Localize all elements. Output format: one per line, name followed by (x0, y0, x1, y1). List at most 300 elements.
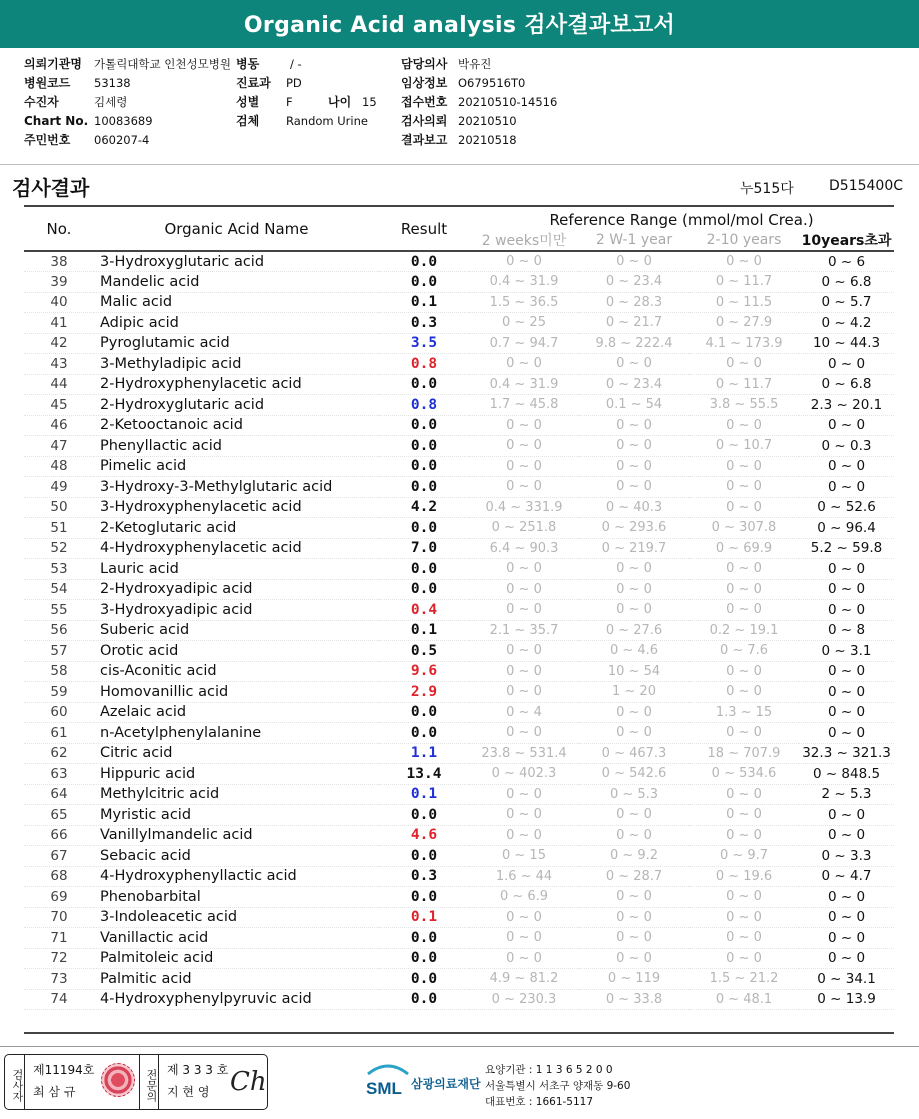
row-number: 52 (24, 538, 94, 559)
row-number: 70 (24, 907, 94, 928)
acid-name: Hippuric acid (94, 764, 379, 785)
table-row (24, 661, 894, 682)
ref-2-10y: 0 ~ 0 (689, 251, 799, 272)
table-row (24, 805, 894, 826)
row-number: 46 (24, 415, 94, 436)
acid-name: 4-Hydroxyphenylpyruvic acid (94, 989, 379, 1010)
ref-2w-1y: 0 ~ 0 (579, 559, 689, 580)
result-value: 0.0 (379, 374, 469, 395)
specialist-name: 지 현 영 (167, 1085, 210, 1099)
ref-2w-1y: 0 ~ 0 (579, 579, 689, 600)
ref-2weeks: 0 ~ 0 (469, 928, 579, 949)
clinical-label: 임상정보 (401, 76, 448, 90)
ref-2weeks: 0 ~ 0 (469, 805, 579, 826)
table-row (24, 272, 894, 293)
acid-name: Azelaic acid (94, 702, 379, 723)
ref-2-10y: 0 ~ 0 (689, 825, 799, 846)
result-value: 4.2 (379, 497, 469, 518)
ref-2-10y: 0 ~ 11.7 (689, 374, 799, 395)
row-number: 39 (24, 272, 94, 293)
hospital-code-value: 53138 (94, 76, 131, 90)
institution-label: 의뢰기관명 (24, 57, 82, 71)
table-row (24, 825, 894, 846)
age-label: 나이 (328, 95, 352, 109)
row-number: 47 (24, 436, 94, 457)
ref-2w-1y: 10 ~ 54 (579, 661, 689, 682)
ref-2-10y: 0 ~ 0 (689, 907, 799, 928)
ref-2weeks: 0.7 ~ 94.7 (469, 333, 579, 354)
ref-over-10y: 0 ~ 0 (799, 928, 894, 949)
ref-2weeks: 0.4 ~ 31.9 (469, 272, 579, 293)
ref-2-10y: 0 ~ 0 (689, 497, 799, 518)
ref-over-10y: 0 ~ 848.5 (799, 764, 894, 785)
result-value: 0.4 (379, 600, 469, 621)
result-value: 0.0 (379, 415, 469, 436)
result-value: 2.9 (379, 682, 469, 703)
row-number: 44 (24, 374, 94, 395)
row-number: 63 (24, 764, 94, 785)
ref-over-10y: 0 ~ 6 (799, 251, 894, 272)
org-phone-line: 대표번호 : 1661-5117 (485, 1096, 594, 1108)
acid-name: 2-Ketoglutaric acid (94, 518, 379, 539)
acid-name: Myristic acid (94, 805, 379, 826)
ref-2w-1y: 0 ~ 542.6 (579, 764, 689, 785)
ref-2w-1y: 0 ~ 0 (579, 251, 689, 272)
ref-2-10y: 0 ~ 0 (689, 477, 799, 498)
table-row (24, 600, 894, 621)
ward-value: / - (290, 57, 302, 71)
ref-2weeks: 23.8 ~ 531.4 (469, 743, 579, 764)
row-number: 48 (24, 456, 94, 477)
examiner-name: 최 삼 규 (33, 1085, 76, 1099)
ref-2weeks: 0 ~ 0 (469, 600, 579, 621)
patient-label: 수진자 (24, 95, 59, 109)
result-value: 1.1 (379, 743, 469, 764)
acid-name: Mandelic acid (94, 272, 379, 293)
examiner-vertical-label: 검사자 (5, 1055, 25, 1109)
table-row (24, 477, 894, 498)
result-value: 0.0 (379, 969, 469, 990)
ref-2w-1y: 0 ~ 0 (579, 456, 689, 477)
col-ref-header: Reference Range (mmol/mol Crea.) (469, 206, 894, 229)
sex-value: F (286, 95, 293, 109)
row-number: 43 (24, 354, 94, 375)
ref-col-1-header: 2 weeks미만 (469, 229, 579, 251)
ref-2w-1y: 0 ~ 28.7 (579, 866, 689, 887)
result-value: 0.0 (379, 436, 469, 457)
ref-2weeks: 0 ~ 0 (469, 477, 579, 498)
foundation-info (485, 1062, 630, 1110)
ref-2w-1y: 0 ~ 0 (579, 887, 689, 908)
ref-2weeks: 0 ~ 0 (469, 559, 579, 580)
row-number: 60 (24, 702, 94, 723)
ref-2w-1y: 0 ~ 40.3 (579, 497, 689, 518)
ref-2weeks: 1.5 ~ 36.5 (469, 292, 579, 313)
id-value: 060207-4 (94, 133, 150, 147)
table-row (24, 723, 894, 744)
ref-2w-1y: 0 ~ 0 (579, 723, 689, 744)
table-row (24, 374, 894, 395)
acid-name: 2-Hydroxyglutaric acid (94, 395, 379, 416)
acid-name: Phenobarbital (94, 887, 379, 908)
table-row (24, 518, 894, 539)
ref-2weeks: 0 ~ 0 (469, 907, 579, 928)
ref-2weeks: 0 ~ 251.8 (469, 518, 579, 539)
row-number: 55 (24, 600, 94, 621)
acid-name: 3-Indoleacetic acid (94, 907, 379, 928)
result-value: 0.3 (379, 866, 469, 887)
ref-2-10y: 0 ~ 0 (689, 805, 799, 826)
table-row (24, 292, 894, 313)
ref-2-10y: 0 ~ 48.1 (689, 989, 799, 1010)
ref-2weeks: 1.7 ~ 45.8 (469, 395, 579, 416)
org-code-line: 요양기관 : 1 1 3 6 5 2 0 0 (485, 1064, 613, 1076)
ref-over-10y: 0 ~ 0.3 (799, 436, 894, 457)
table-row (24, 969, 894, 990)
ref-over-10y: 0 ~ 13.9 (799, 989, 894, 1010)
table-row (24, 928, 894, 949)
result-value: 0.0 (379, 928, 469, 949)
ref-2-10y: 0 ~ 0 (689, 948, 799, 969)
col-result-header: Result (379, 206, 469, 251)
ref-2-10y: 0 ~ 27.9 (689, 313, 799, 334)
ref-2-10y: 0 ~ 0 (689, 600, 799, 621)
acid-name: Suberic acid (94, 620, 379, 641)
ref-2weeks: 0 ~ 0 (469, 784, 579, 805)
dept-value: PD (286, 76, 302, 90)
ref-2weeks: 0 ~ 0 (469, 825, 579, 846)
ref-2w-1y: 0 ~ 23.4 (579, 272, 689, 293)
ref-2weeks: 0 ~ 4 (469, 702, 579, 723)
row-number: 40 (24, 292, 94, 313)
ref-2w-1y: 0 ~ 0 (579, 948, 689, 969)
row-number: 41 (24, 313, 94, 334)
ref-2w-1y: 9.8 ~ 222.4 (579, 333, 689, 354)
result-value: 4.6 (379, 825, 469, 846)
acid-name: Citric acid (94, 743, 379, 764)
table-row (24, 702, 894, 723)
acid-name: 2-Hydroxyadipic acid (94, 579, 379, 600)
ref-over-10y: 0 ~ 0 (799, 661, 894, 682)
ref-2-10y: 0 ~ 0 (689, 887, 799, 908)
report-title: Organic Acid analysis 검사결과보고서 (0, 0, 919, 48)
org-name: 삼광의료재단 (411, 1077, 481, 1091)
acid-name: Pimelic acid (94, 456, 379, 477)
table-row (24, 784, 894, 805)
acid-name: 3-Hydroxy-3-Methylglutaric acid (94, 477, 379, 498)
table-row (24, 436, 894, 457)
table-row (24, 313, 894, 334)
result-value: 0.0 (379, 702, 469, 723)
result-value: 0.5 (379, 641, 469, 662)
acid-name: Homovanillic acid (94, 682, 379, 703)
result-value: 9.6 (379, 661, 469, 682)
row-number: 42 (24, 333, 94, 354)
ref-2weeks: 6.4 ~ 90.3 (469, 538, 579, 559)
institution-value: 가톨릭대학교 인천성모병원 (94, 57, 231, 71)
official-seal-icon (101, 1063, 135, 1097)
ref-2w-1y: 0 ~ 23.4 (579, 374, 689, 395)
row-number: 62 (24, 743, 94, 764)
info-col-2 (236, 55, 377, 131)
ref-2-10y: 0 ~ 7.6 (689, 641, 799, 662)
ref-over-10y: 0 ~ 3.1 (799, 641, 894, 662)
table-row (24, 354, 894, 375)
acid-name: Lauric acid (94, 559, 379, 580)
acid-name: cis-Aconitic acid (94, 661, 379, 682)
ref-2w-1y: 0 ~ 0 (579, 805, 689, 826)
result-value: 0.0 (379, 846, 469, 867)
ref-2weeks: 0 ~ 0 (469, 436, 579, 457)
ref-2w-1y: 0 ~ 0 (579, 600, 689, 621)
doctor-value: 박유진 (458, 57, 492, 71)
patient-value: 김세령 (94, 95, 128, 109)
result-value: 0.0 (379, 579, 469, 600)
table-row (24, 497, 894, 518)
table-row (24, 846, 894, 867)
ref-2weeks: 0 ~ 6.9 (469, 887, 579, 908)
report-date-value: 20210518 (458, 133, 517, 147)
ref-2w-1y: 0 ~ 9.2 (579, 846, 689, 867)
result-value: 0.1 (379, 292, 469, 313)
header-divider (0, 164, 919, 165)
hospital-code-label: 병원코드 (24, 76, 71, 90)
acid-name: Vanillylmandelic acid (94, 825, 379, 846)
ref-2-10y: 1.5 ~ 21.2 (689, 969, 799, 990)
row-number: 68 (24, 866, 94, 887)
ref-2w-1y: 0 ~ 219.7 (579, 538, 689, 559)
ref-2weeks: 0 ~ 0 (469, 661, 579, 682)
table-row (24, 538, 894, 559)
result-value: 0.8 (379, 354, 469, 375)
table-row (24, 620, 894, 641)
age-value: 15 (362, 95, 377, 109)
ref-col-2-header: 2 W-1 year (579, 229, 689, 251)
ref-over-10y: 0 ~ 52.6 (799, 497, 894, 518)
table-row (24, 682, 894, 703)
ref-2weeks: 0 ~ 0 (469, 641, 579, 662)
ref-over-10y: 0 ~ 0 (799, 579, 894, 600)
row-number: 45 (24, 395, 94, 416)
acid-name: 4-Hydroxyphenylacetic acid (94, 538, 379, 559)
specimen-value: Random Urine (286, 114, 368, 128)
ref-over-10y: 0 ~ 0 (799, 702, 894, 723)
ref-2-10y: 0 ~ 0 (689, 579, 799, 600)
row-number: 38 (24, 251, 94, 272)
ref-2-10y: 0 ~ 534.6 (689, 764, 799, 785)
ref-2-10y: 0 ~ 10.7 (689, 436, 799, 457)
result-value: 0.0 (379, 805, 469, 826)
ref-2w-1y: 0 ~ 0 (579, 825, 689, 846)
result-value: 13.4 (379, 764, 469, 785)
ref-over-10y: 0 ~ 0 (799, 948, 894, 969)
table-row (24, 456, 894, 477)
row-number: 49 (24, 477, 94, 498)
ref-2weeks: 0 ~ 0 (469, 456, 579, 477)
ref-2-10y: 0 ~ 0 (689, 784, 799, 805)
ref-over-10y: 0 ~ 0 (799, 600, 894, 621)
ref-2-10y: 0 ~ 0 (689, 928, 799, 949)
ref-2-10y: 0 ~ 0 (689, 559, 799, 580)
table-row (24, 866, 894, 887)
ref-over-10y: 0 ~ 0 (799, 559, 894, 580)
acid-name: Methylcitric acid (94, 784, 379, 805)
ref-over-10y: 0 ~ 0 (799, 887, 894, 908)
row-number: 66 (24, 825, 94, 846)
ref-2weeks: 0.4 ~ 31.9 (469, 374, 579, 395)
ref-2weeks: 0 ~ 25 (469, 313, 579, 334)
ref-2weeks: 0 ~ 0 (469, 251, 579, 272)
ref-over-10y: 0 ~ 3.3 (799, 846, 894, 867)
row-number: 61 (24, 723, 94, 744)
row-number: 64 (24, 784, 94, 805)
ref-2-10y: 0 ~ 69.9 (689, 538, 799, 559)
ref-2w-1y: 0 ~ 28.3 (579, 292, 689, 313)
table-row (24, 764, 894, 785)
ref-col-4-header: 10years초과 (799, 229, 894, 251)
ref-2-10y: 3.8 ~ 55.5 (689, 395, 799, 416)
ref-over-10y: 0 ~ 34.1 (799, 969, 894, 990)
doctor-label: 담당의사 (401, 57, 448, 71)
ref-col-3-header: 2-10 years (689, 229, 799, 251)
result-value: 0.0 (379, 456, 469, 477)
ref-2w-1y: 1 ~ 20 (579, 682, 689, 703)
ref-over-10y: 0 ~ 96.4 (799, 518, 894, 539)
row-number: 58 (24, 661, 94, 682)
row-number: 65 (24, 805, 94, 826)
sml-logo-icon (364, 1060, 412, 1102)
result-value: 0.1 (379, 907, 469, 928)
acid-name: Phenyllactic acid (94, 436, 379, 457)
acid-name: 2-Hydroxyphenylacetic acid (94, 374, 379, 395)
acid-name: Orotic acid (94, 641, 379, 662)
row-number: 59 (24, 682, 94, 703)
row-number: 74 (24, 989, 94, 1010)
ref-over-10y: 0 ~ 8 (799, 620, 894, 641)
result-value: 0.0 (379, 989, 469, 1010)
receipt-label: 접수번호 (401, 95, 448, 109)
ref-2weeks: 0 ~ 0 (469, 579, 579, 600)
acid-name: 2-Ketooctanoic acid (94, 415, 379, 436)
sml-logo-text: SML (366, 1079, 402, 1098)
specialist-vertical-label: 전문의 (139, 1055, 159, 1109)
ref-2-10y: 0 ~ 11.7 (689, 272, 799, 293)
specialist-id: 제 3 3 3 호 (167, 1063, 229, 1077)
report-code-b: D515400C (829, 178, 903, 194)
ref-2w-1y: 0 ~ 467.3 (579, 743, 689, 764)
info-col-1 (24, 55, 231, 150)
ref-2-10y: 0 ~ 11.5 (689, 292, 799, 313)
ref-2-10y: 4.1 ~ 173.9 (689, 333, 799, 354)
ref-over-10y: 0 ~ 6.8 (799, 374, 894, 395)
ref-over-10y: 0 ~ 4.7 (799, 866, 894, 887)
ref-2weeks: 0 ~ 0 (469, 682, 579, 703)
acid-name: Sebacic acid (94, 846, 379, 867)
table-row (24, 907, 894, 928)
ref-2w-1y: 0 ~ 0 (579, 928, 689, 949)
table-row (24, 251, 894, 272)
signature-icon: Ch (230, 1067, 267, 1097)
acid-name: Vanillactic acid (94, 928, 379, 949)
ref-over-10y: 0 ~ 5.7 (799, 292, 894, 313)
ref-2weeks: 0 ~ 0 (469, 415, 579, 436)
row-number: 50 (24, 497, 94, 518)
ref-2weeks: 0 ~ 0 (469, 723, 579, 744)
ref-2w-1y: 0 ~ 5.3 (579, 784, 689, 805)
result-value: 0.0 (379, 887, 469, 908)
row-number: 57 (24, 641, 94, 662)
ref-2w-1y: 0 ~ 33.8 (579, 989, 689, 1010)
row-number: 56 (24, 620, 94, 641)
ref-over-10y: 10 ~ 44.3 (799, 333, 894, 354)
request-label: 검사의뢰 (401, 114, 448, 128)
ref-2weeks: 0 ~ 0 (469, 948, 579, 969)
result-value: 3.5 (379, 333, 469, 354)
result-value: 7.0 (379, 538, 469, 559)
examiner-id: 제11194호 (33, 1063, 95, 1077)
ref-2weeks: 0 ~ 15 (469, 846, 579, 867)
acid-name: Palmitoleic acid (94, 948, 379, 969)
ref-2-10y: 0 ~ 307.8 (689, 518, 799, 539)
ref-2weeks: 0 ~ 402.3 (469, 764, 579, 785)
ref-over-10y: 0 ~ 0 (799, 477, 894, 498)
ref-over-10y: 0 ~ 0 (799, 907, 894, 928)
result-value: 0.8 (379, 395, 469, 416)
ref-over-10y: 0 ~ 6.8 (799, 272, 894, 293)
sex-label: 성별 (236, 95, 260, 109)
row-number: 54 (24, 579, 94, 600)
ref-2-10y: 1.3 ~ 15 (689, 702, 799, 723)
ref-2weeks: 0.4 ~ 331.9 (469, 497, 579, 518)
ref-2weeks: 0 ~ 230.3 (469, 989, 579, 1010)
table-row (24, 743, 894, 764)
ref-over-10y: 0 ~ 4.2 (799, 313, 894, 334)
id-label: 주민번호 (24, 133, 71, 147)
acid-name: 3-Hydroxyphenylacetic acid (94, 497, 379, 518)
result-value: 0.3 (379, 313, 469, 334)
ref-2-10y: 0 ~ 9.7 (689, 846, 799, 867)
ref-2-10y: 0 ~ 0 (689, 682, 799, 703)
dept-label: 진료과 (236, 76, 271, 90)
ref-2w-1y: 0 ~ 4.6 (579, 641, 689, 662)
ref-2w-1y: 0 ~ 0 (579, 702, 689, 723)
result-value: 0.0 (379, 518, 469, 539)
table-row (24, 989, 894, 1010)
table-row (24, 559, 894, 580)
ref-over-10y: 0 ~ 0 (799, 354, 894, 375)
row-number: 72 (24, 948, 94, 969)
ref-2w-1y: 0 ~ 0 (579, 907, 689, 928)
footer-divider (0, 1046, 919, 1047)
result-value: 0.1 (379, 784, 469, 805)
table-row (24, 415, 894, 436)
clinical-value: O679516T0 (458, 76, 526, 90)
result-value: 0.0 (379, 948, 469, 969)
ref-2w-1y: 0.1 ~ 54 (579, 395, 689, 416)
acid-name: n-Acetylphenylalanine (94, 723, 379, 744)
col-name-header: Organic Acid Name (94, 206, 379, 251)
ref-2-10y: 18 ~ 707.9 (689, 743, 799, 764)
ref-2-10y: 0 ~ 19.6 (689, 866, 799, 887)
table-row (24, 887, 894, 908)
report-code-a: 누515다 (740, 181, 794, 197)
result-value: 0.0 (379, 723, 469, 744)
ref-over-10y: 0 ~ 0 (799, 723, 894, 744)
ref-over-10y: 0 ~ 0 (799, 415, 894, 436)
ref-2-10y: 0.2 ~ 19.1 (689, 620, 799, 641)
receipt-value: 20210510-14516 (458, 95, 558, 109)
ref-over-10y: 5.2 ~ 59.8 (799, 538, 894, 559)
